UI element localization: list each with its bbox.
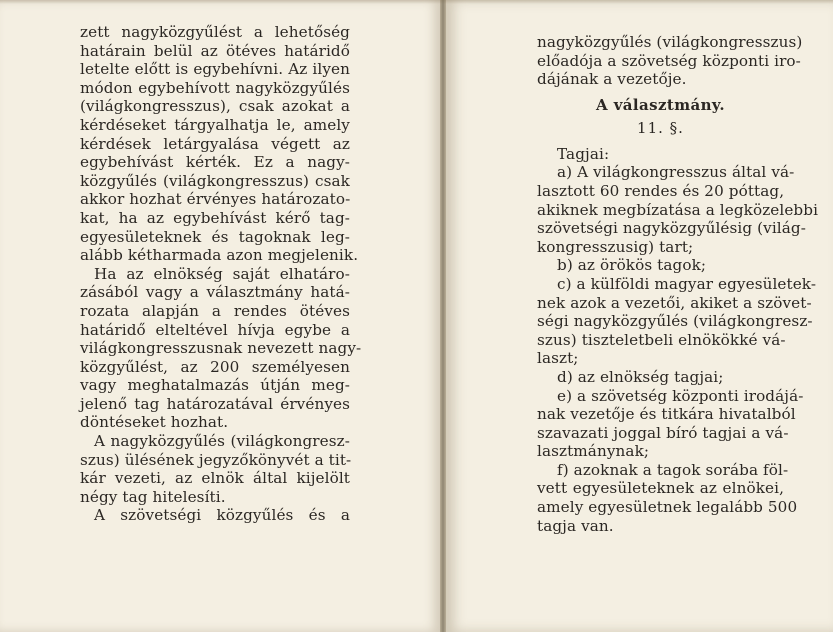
text-line: A szövetségi közgyűlés és a [94, 506, 350, 525]
text-line: szus) tiszteletbeli elnökökké vá- [537, 330, 786, 349]
text-line: négy tag hitelesíti. [80, 487, 226, 506]
text-line: Ha az elnökség saját elhatáro- [94, 264, 350, 283]
page-top-shadow [0, 0, 833, 4]
text-line: letelte előtt is egybehívni. Az ilyen [80, 60, 350, 79]
text-line: e) a szövetség központi irodájá- [557, 386, 804, 405]
text-line: módon egybehívott nagyközgyűlés [80, 78, 350, 97]
section-heading: A választmány. [596, 95, 725, 114]
right-intro-paragraph [537, 33, 803, 89]
text-line: közgyűlést, az 200 személyesen [80, 357, 350, 376]
text-line: kérdéseket tárgyalhatja le, amely [80, 115, 350, 134]
text-line: kat, ha az egybehívást kérő tag- [80, 208, 350, 227]
text-line: tagja van. [537, 516, 614, 535]
text-line: egybehívást kérték. Ez a nagy- [80, 153, 350, 172]
text-line: nak vezetője és titkára hivatalból [537, 405, 796, 424]
text-line: kár vezeti, az elnök által kijelölt [80, 469, 350, 488]
text-line: zett nagyközgyűlést a lehetőség [80, 23, 350, 41]
section-number: 11. §. [637, 118, 684, 137]
text-line: alább kétharmada azon megjelenik. [80, 246, 359, 265]
text-line: lasztmánynak; [537, 442, 650, 461]
text-line: előadója a szövetség központi iro- [537, 51, 801, 70]
text-line: kérdések letárgyalása végett az [80, 134, 350, 153]
right-page [446, 0, 833, 632]
text-line: vett egyesületeknek az elnökei, [537, 479, 784, 498]
text-line: f) azoknak a tagok sorába föl- [557, 460, 789, 479]
text-line: szus) ülésének jegyzőkönyvét a tit- [80, 450, 352, 469]
text-line: A nagyközgyűlés (világkongresz- [94, 432, 350, 451]
left-page-text [80, 23, 362, 525]
text-line: lasztott 60 rendes és 20 póttag, [537, 181, 785, 200]
text-line: közgyűlés (világkongresszus) csak [80, 171, 350, 190]
text-line: határain belül az ötéves határidő [80, 41, 350, 60]
text-line: akkor hozhat érvényes határozato- [80, 190, 351, 209]
text-line: határidő elteltével hívja egybe a [80, 320, 350, 339]
text-line: d) az elnökség tagjai; [557, 367, 724, 386]
text-line: laszt; [537, 349, 579, 368]
right-body-paragraphs [537, 144, 819, 535]
text-line: c) a külföldi magyar egyesületek- [557, 274, 817, 293]
text-line: világkongresszusnak nevezett nagy- [80, 339, 362, 358]
text-line: amely egyesületnek legalább 500 [537, 498, 798, 517]
text-line: dájának a vezetője. [537, 70, 687, 89]
text-line: nek azok a vezetői, akiket a szövet- [537, 293, 812, 312]
text-line: jelenő tag határozatával érvényes [80, 394, 350, 413]
text-line: szövetségi nagyközgyűlésig (világ- [537, 219, 806, 238]
text-line: zásából vagy a választmány hatá- [80, 283, 350, 302]
text-line: kongresszusig) tart; [537, 237, 694, 256]
text-line: vagy meghatalmazás útján meg- [80, 376, 350, 395]
text-line: (világkongresszus), csak azokat a [80, 97, 350, 116]
text-line: nagyközgyűlés (világkongresszus) [537, 33, 803, 51]
text-line: egyesületeknek és tagoknak leg- [80, 227, 350, 246]
text-line: szavazati joggal bíró tagjai a vá- [537, 423, 789, 442]
text-line: akiknek megbízatása a legközelebbi [537, 200, 819, 219]
text-line: rozata alapján a rendes ötéves [80, 301, 350, 320]
text-line: döntéseket hozhat. [80, 413, 229, 432]
text-line: b) az örökös tagok; [557, 256, 707, 275]
right-page-text [537, 33, 819, 535]
text-line: ségi nagyközgyűlés (világkongresz- [537, 312, 813, 331]
text-line: a) A világkongresszus által vá- [557, 163, 795, 182]
text-line: Tagjai: [557, 144, 610, 163]
